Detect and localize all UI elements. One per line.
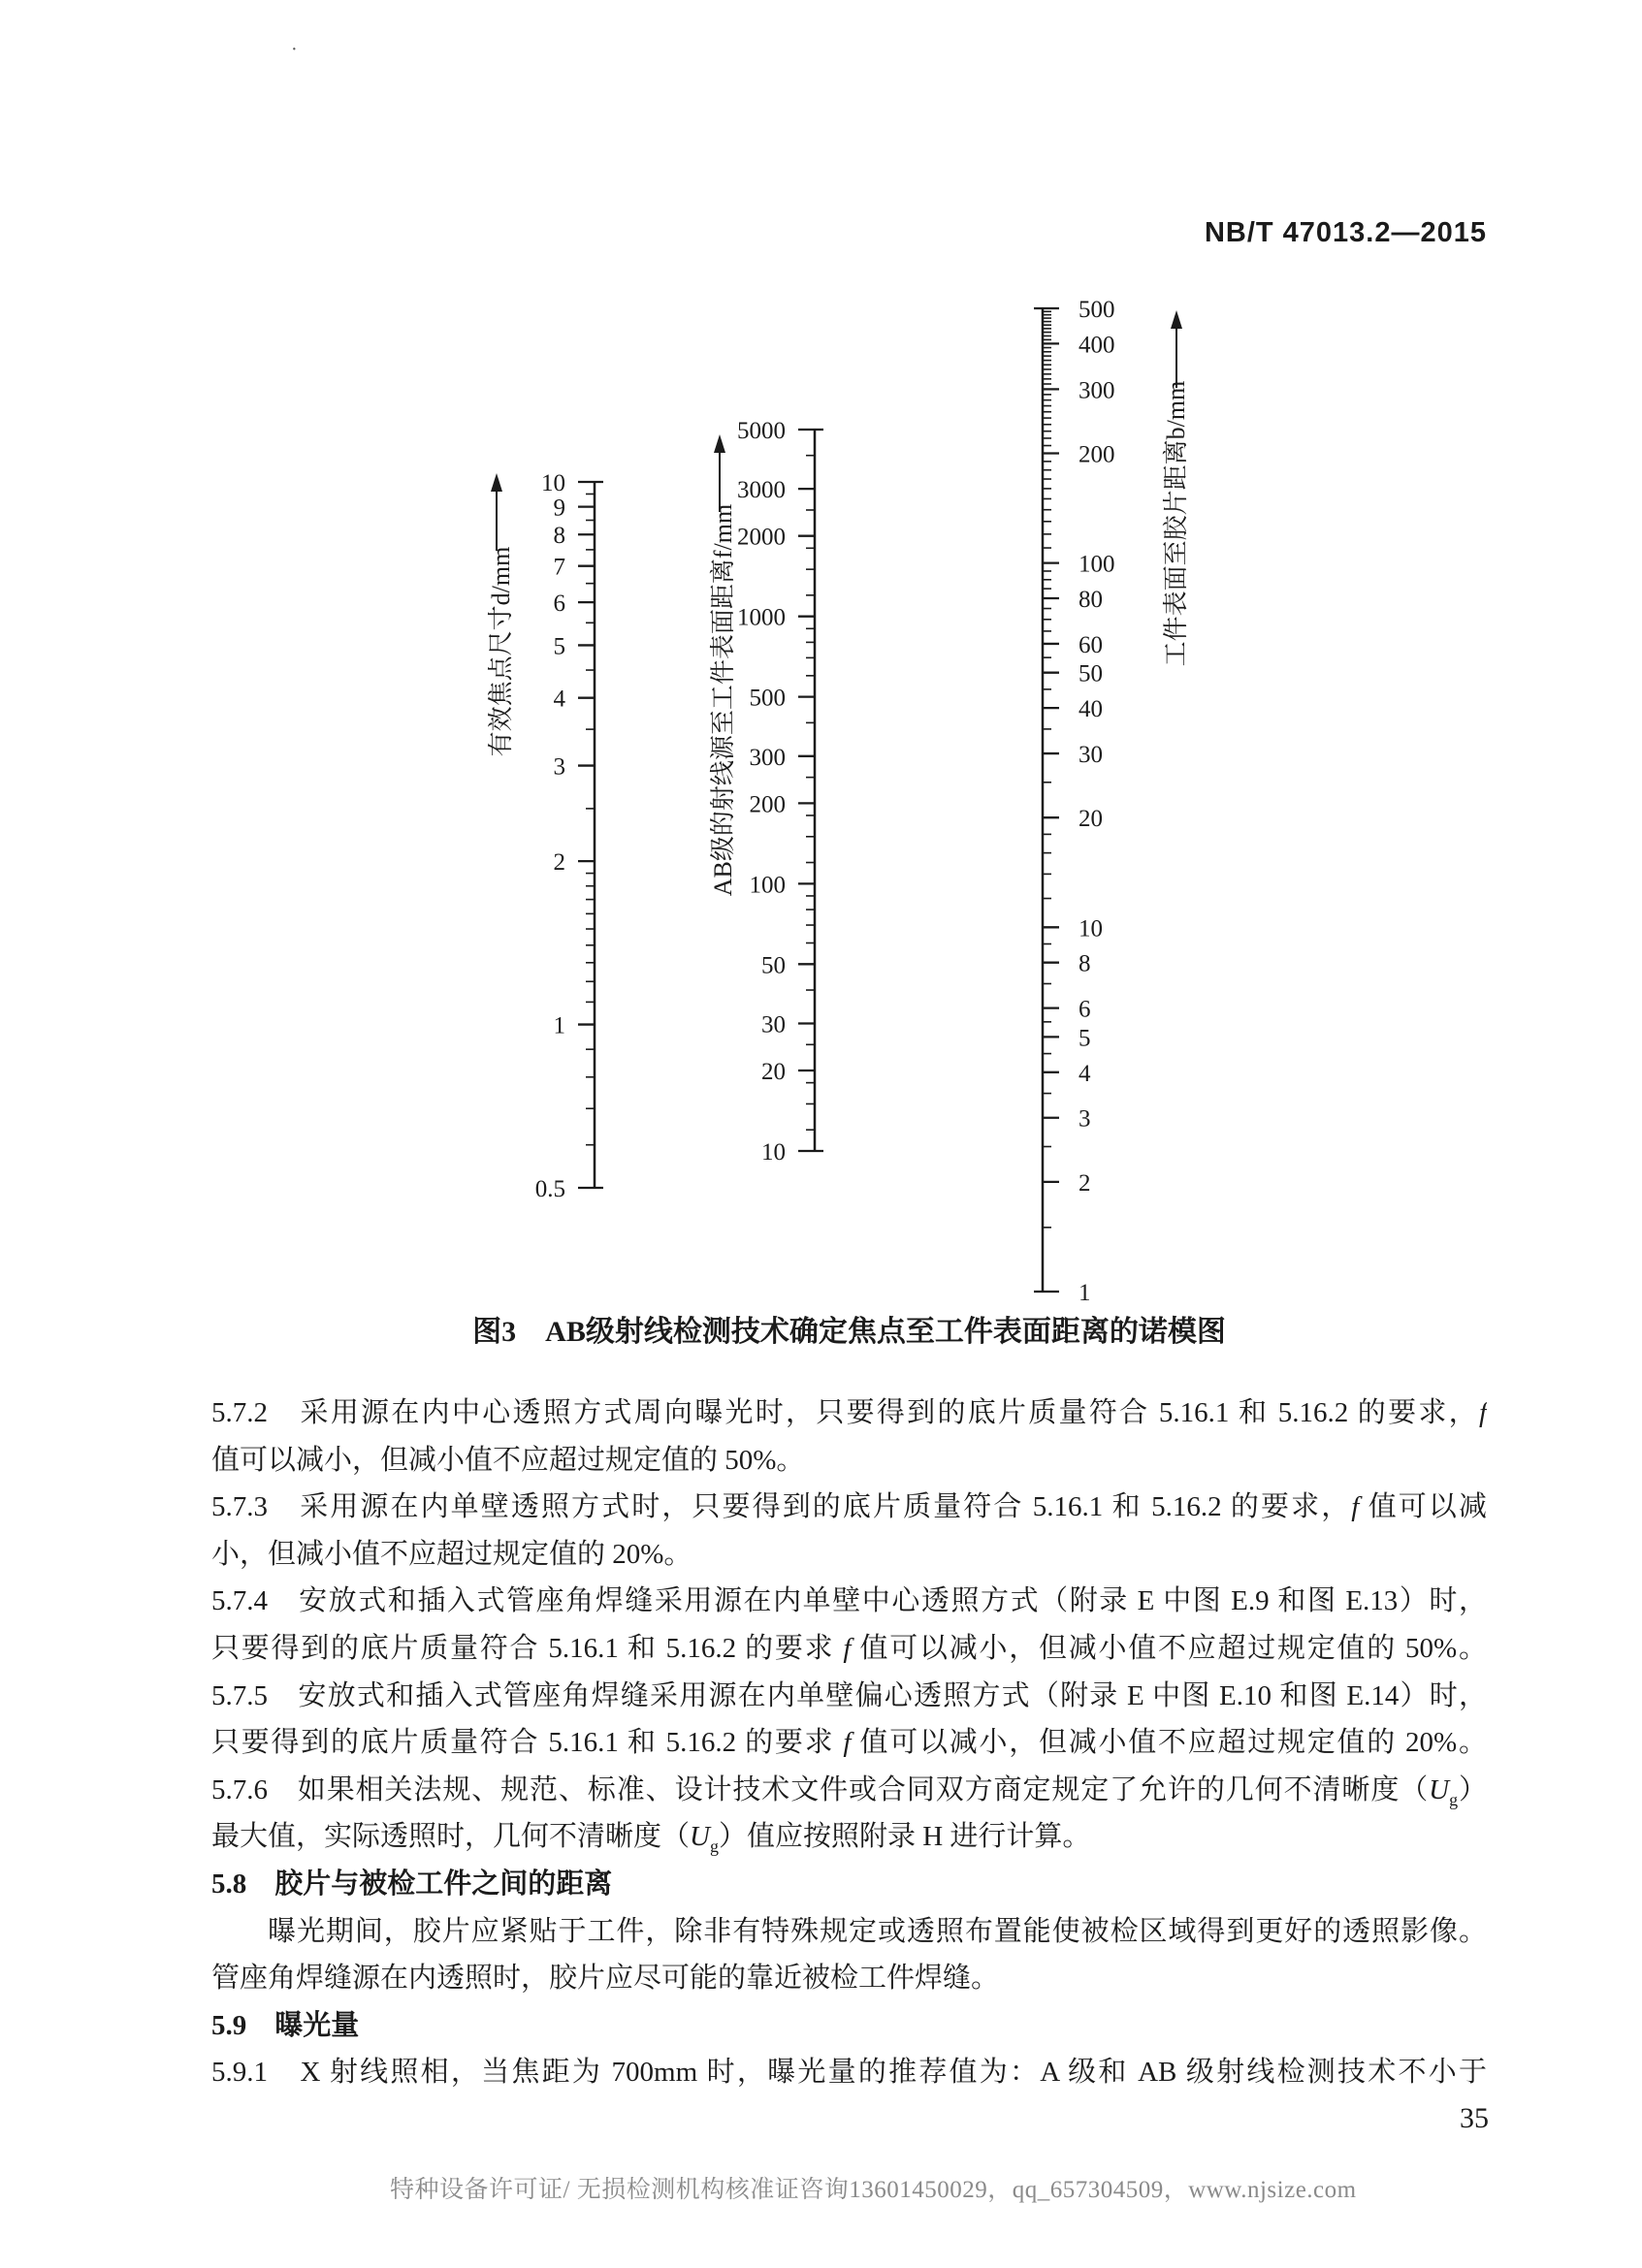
tick-label: 3000 <box>737 477 786 504</box>
tick-label: 5 <box>1079 1025 1091 1052</box>
tick-label: 100 <box>1079 551 1115 578</box>
tick-label: 50 <box>761 952 786 979</box>
doc-number: NB/T 47013.2—2015 <box>1204 217 1487 248</box>
tick-label: 4 <box>1079 1060 1091 1087</box>
body-line: 5.7.3 采用源在内单壁透照方式时，只要得到的底片质量符合 5.16.1 和 5.16.2 的要求，f 值可以减 <box>211 1491 1487 1523</box>
tick-label: 300 <box>1079 377 1115 404</box>
tick-label: 40 <box>1079 696 1103 723</box>
tick-label: 8 <box>553 523 565 550</box>
tick-label: 20 <box>1079 806 1103 833</box>
axis-label: 有效焦点尺寸d/mm <box>487 546 515 757</box>
body-line: 管座角焊缝源在内透照时，胶片应尽可能的靠近被检工件焊缝。 <box>211 1963 1000 1995</box>
body-text <box>211 1390 1487 2096</box>
tick-label: 50 <box>1079 660 1103 687</box>
tick-label: 200 <box>1079 441 1115 468</box>
tick-label: 2 <box>1079 1169 1091 1197</box>
axis-label: 工件表面至胶片距离b/mm <box>1162 380 1190 667</box>
tick-label: 2000 <box>737 524 786 551</box>
tick-label: 300 <box>749 744 786 771</box>
tick-label: 0.5 <box>534 1176 565 1202</box>
tick-label: 100 <box>749 872 786 899</box>
tick-label: 200 <box>749 791 786 818</box>
tick-label: 3 <box>553 753 565 781</box>
tick-label: 1 <box>1079 1280 1091 1306</box>
arrow-up-icon <box>714 434 725 453</box>
tick-label: 8 <box>1079 950 1091 977</box>
tick-label: 10 <box>1079 915 1103 942</box>
tick-label: 5 <box>553 633 565 660</box>
tick-label: 500 <box>1079 297 1115 323</box>
axis-label: AB级的射线源至工件表面距离f/mm <box>709 503 737 897</box>
tick-label: 6 <box>553 591 565 618</box>
tick-label: 30 <box>761 1011 786 1038</box>
figure-caption: 图3 AB级射线检测技术确定焦点至工件表面距离的诺模图 <box>472 1316 1226 1348</box>
body-line: 值可以减小，但减小值不应超过规定值的 50%。 <box>211 1444 805 1476</box>
body-line: 5.9.1 X 射线照相，当焦距为 700mm 时，曝光量的推荐值为：A 级和 AB 级射线检测技术不小于 <box>211 2057 1487 2089</box>
scan-artifact-dot: · <box>291 39 298 60</box>
body-line: 5.9 曝光量 <box>211 2009 360 2041</box>
tick-label: 500 <box>749 685 786 712</box>
tick-label: 3 <box>1079 1105 1091 1133</box>
body-line: 小，但减小值不应超过规定值的 20%。 <box>211 1538 692 1570</box>
tick-label: 4 <box>553 686 565 713</box>
tick-label: 1 <box>553 1012 565 1039</box>
body-line: 5.7.6 如果相关法规、规范、标准、设计技术文件或合同双方商定规定了允许的几何不清晰度$(U_g)$ <box>211 1773 1487 1809</box>
body-line: 只要得到的底片质量符合 5.16.1 和 5.16.2 的要求 f 值可以减小，但减小值不应超过规定值的 50%。 <box>211 1632 1487 1664</box>
tick-label: 7 <box>553 554 565 581</box>
tick-label: 60 <box>1079 631 1103 658</box>
tick-label: 9 <box>553 495 565 522</box>
body-line: 5.7.2 采用源在内中心透照方式周向曝光时，只要得到的底片质量符合 5.16.1 和 5.16.2 的要求，f <box>211 1397 1487 1428</box>
tick-label: 80 <box>1079 587 1103 614</box>
body-line: 只要得到的底片质量符合 5.16.1 和 5.16.2 的要求 f 值可以减小，但减小值不应超过规定值的 20%。 <box>211 1727 1487 1759</box>
scale-f <box>709 418 823 1166</box>
body-line: 5.7.5 安放式和插入式管座角焊缝采用源在内单壁偏心透照方式（附录 E 中图 E.10 和图 E.14）时， <box>211 1679 1487 1711</box>
footer-watermark-text: 特种设备许可证/ 无损检测机构核准证咨询13601450029，qq_657304509，www.njsize.com <box>390 2177 1357 2203</box>
body-line: 5.7.4 安放式和插入式管座角焊缝采用源在内单壁中心透照方式（附录 E 中图 E.9 和图 E.13）时， <box>211 1585 1487 1617</box>
tick-label: 2 <box>553 849 565 877</box>
tick-label: 10 <box>761 1139 786 1166</box>
page-number: 35 <box>1460 2102 1489 2134</box>
arrow-up-icon <box>491 473 502 492</box>
tick-label: 400 <box>1079 332 1115 359</box>
arrow-up-icon <box>1171 310 1182 329</box>
tick-label: 20 <box>761 1059 786 1086</box>
body-line: 曝光期间，胶片应紧贴于工件，除非有特殊规定或透照布置能使被检区域得到更好的透照影像。 <box>268 1915 1487 1947</box>
scale-d <box>487 470 603 1202</box>
scale-b <box>1034 297 1190 1306</box>
body-line: 最大值，实际透照时，几何不清晰度$(U_g)$值应按照附录 H 进行计算。 <box>211 1821 1091 1857</box>
tick-label: 30 <box>1079 742 1103 769</box>
tick-label: 1000 <box>737 604 786 631</box>
tick-label: 10 <box>541 470 565 496</box>
tick-label: 6 <box>1079 996 1091 1023</box>
tick-label: 5000 <box>737 418 786 444</box>
body-line: 5.8 胶片与被检工件之间的距离 <box>211 1868 613 1900</box>
